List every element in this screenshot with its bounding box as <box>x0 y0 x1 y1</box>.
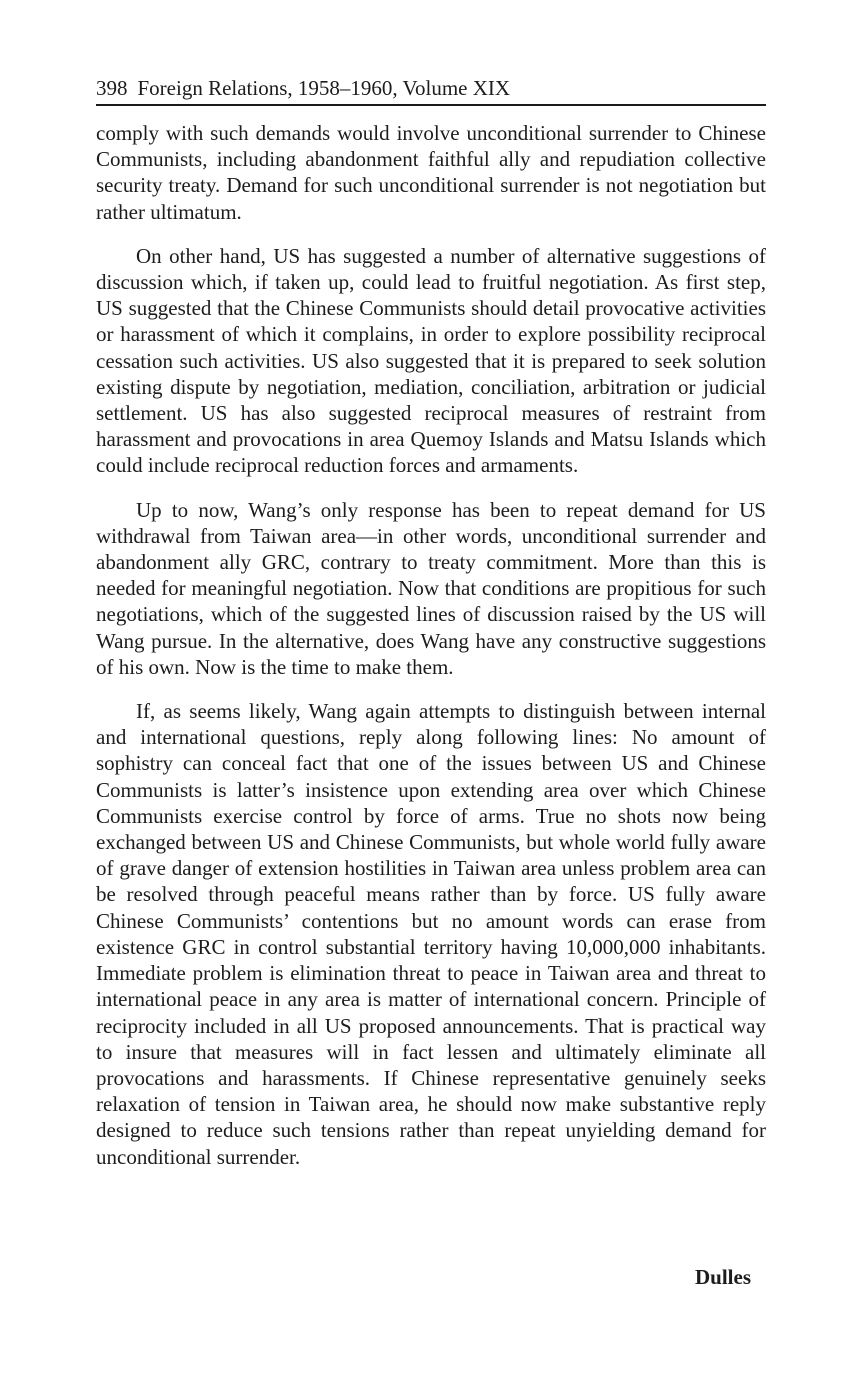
paragraph-reply-guidance: If, as seems likely, Wang again attempts to distinguish between internal and international questions, reply along following lines: No amount of sophistry can conceal fact that one of the issues between US and Chinese Communists is latter’s insistence upon extending area over which Chinese Communists exercise control by force of arms. True no shots now being exchanged between US and Chinese Communists, but whole world fully aware of grave danger of extension hostilities in Taiwan area unless problem area can be resolved through peaceful means rather than by force. US fully aware Chinese Communists’ contentions but no amount words can erase from existence GRC in control substantial territory having 10,000,000 inhabitants. Immediate problem is elimination threat to peace in Taiwan area and threat to international peace in any area is matter of international concern. Principle of reciprocity included in all US proposed announcements. That is practical way to insure that measures will in fact lessen and ultimately eliminate all provocations and harassments. If Chinese representative genuinely seeks relaxation of tension in Taiwan area, he should now make substantive reply designed to reduce such tensions rather than repeat unyielding demand for unconditional surrender. <box>96 699 766 1169</box>
paragraph-continuation: comply with such demands would involve unconditional surrender to Chinese Communists, including abandonment faithful ally and repudiation collective security treaty. Demand for such unconditional surrender is not negotiation but rather ultimatum. <box>96 121 766 224</box>
running-header <box>96 72 766 106</box>
publication-title: Foreign Relations, 1958–1960, Volume XIX <box>137 76 511 100</box>
signature: Dulles <box>694 1265 751 1289</box>
paragraph-alternative-suggestions: On other hand, US has suggested a number of alternative suggestions of discussion which, if taken up, could lead to fruitful negotiation. As first step, US suggested that the Chinese Communists should detail provocative activities or harassment of which it complains, in order to explore possibility reciprocal cessation such activities. US also suggested that it is prepared to seek solution existing dispute by negotiation, mediation, conciliation, arbitration or judicial settlement. US has also suggested reciprocal measures of restraint from harassment and provocations in area Quemoy Islands and Matsu Islands which could include reciprocal reduction forces and armaments. <box>96 243 766 478</box>
paragraph-wang-response: Up to now, Wang’s only response has been to repeat demand for US withdrawal from Taiwan area—in other words, unconditional surrender and abandonment ally GRC, contrary to treaty commitment. More than this is needed for meaningful negotiation. Now that conditions are propitious for such negotiations, which of the suggested lines of discussion raised by the US will Wang pursue. In the alternative, does Wang have any constructive suggestions of his own. Now is the time to make them. <box>96 497 766 679</box>
document-body <box>96 120 766 1170</box>
page-number: 398 <box>96 76 128 100</box>
